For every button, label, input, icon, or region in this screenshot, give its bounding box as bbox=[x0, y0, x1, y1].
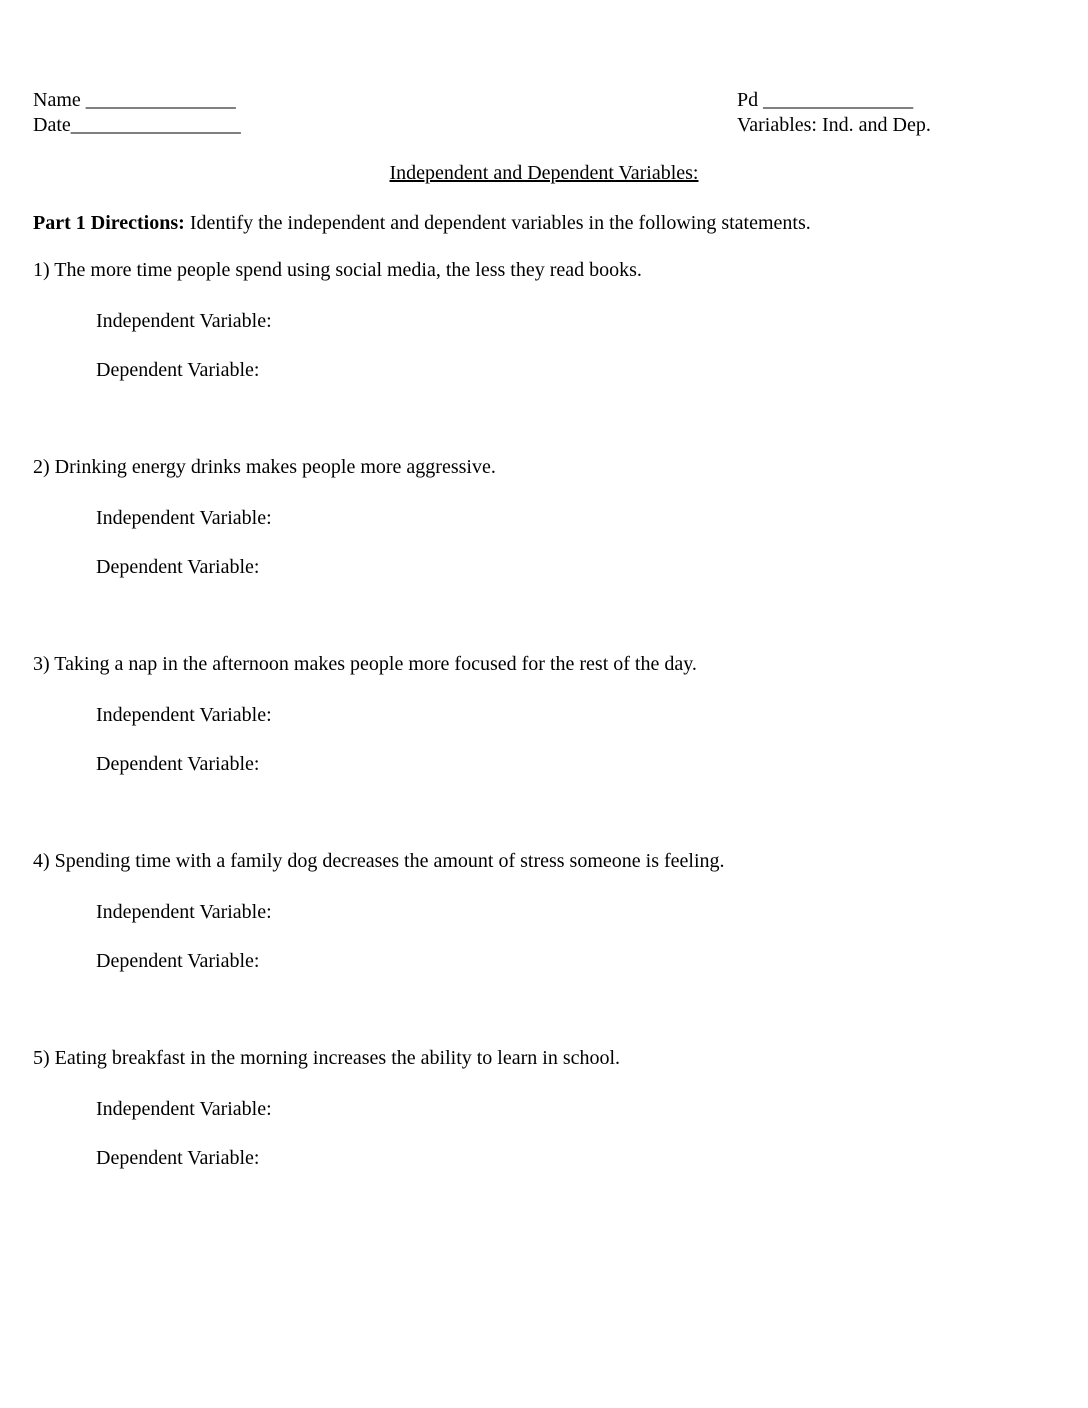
header-right bbox=[737, 88, 1055, 138]
independent-variable-label: Independent Variable: bbox=[96, 704, 272, 726]
independent-variable-label: Independent Variable: bbox=[96, 310, 272, 332]
directions bbox=[33, 211, 1055, 236]
questions-list bbox=[33, 258, 1055, 1171]
question-block-5 bbox=[33, 1046, 1055, 1171]
header-left bbox=[33, 88, 737, 138]
independent-variable-label: Independent Variable: bbox=[96, 1098, 272, 1120]
variables-note: Variables: Ind. and Dep. bbox=[737, 114, 931, 136]
dependent-variable-label: Dependent Variable: bbox=[96, 753, 260, 775]
question-statement: 1) The more time people spend using social media, the less they read books. bbox=[33, 259, 642, 281]
question-block-2 bbox=[33, 455, 1055, 580]
date-label: Date bbox=[33, 114, 71, 136]
directions-text: Identify the independent and dependent variables in the following statements. bbox=[184, 212, 811, 234]
question-block-3 bbox=[33, 652, 1055, 777]
dependent-variable-label: Dependent Variable: bbox=[96, 359, 260, 381]
question-block-4 bbox=[33, 849, 1055, 974]
dependent-variable-label: Dependent Variable: bbox=[96, 1147, 260, 1169]
question-statement: 3) Taking a nap in the afternoon makes people more focused for the rest of the day. bbox=[33, 653, 697, 675]
dependent-variable-label: Dependent Variable: bbox=[96, 556, 260, 578]
period-label: Pd bbox=[737, 89, 764, 111]
dependent-variable-label: Dependent Variable: bbox=[96, 950, 260, 972]
question-statement: 4) Spending time with a family dog decreases the amount of stress someone is feeling. bbox=[33, 850, 725, 872]
name-label: Name bbox=[33, 89, 86, 111]
page-title: Independent and Dependent Variables: bbox=[389, 162, 699, 184]
header bbox=[33, 88, 1055, 138]
independent-variable-label: Independent Variable: bbox=[96, 507, 272, 529]
independent-variable-label: Independent Variable: bbox=[96, 901, 272, 923]
question-block-1 bbox=[33, 258, 1055, 383]
question-statement: 5) Eating breakfast in the morning increases the ability to learn in school. bbox=[33, 1047, 621, 1069]
name-blank-line: _______________ bbox=[85, 89, 236, 111]
period-line bbox=[737, 88, 1055, 113]
period-blank-line: _______________ bbox=[763, 89, 914, 111]
name-line bbox=[33, 88, 737, 113]
date-line bbox=[33, 113, 737, 138]
directions-label: Part 1 Directions: bbox=[33, 212, 185, 234]
question-statement: 2) Drinking energy drinks makes people more aggressive. bbox=[33, 456, 496, 478]
date-blank-line: _________________ bbox=[70, 114, 241, 136]
